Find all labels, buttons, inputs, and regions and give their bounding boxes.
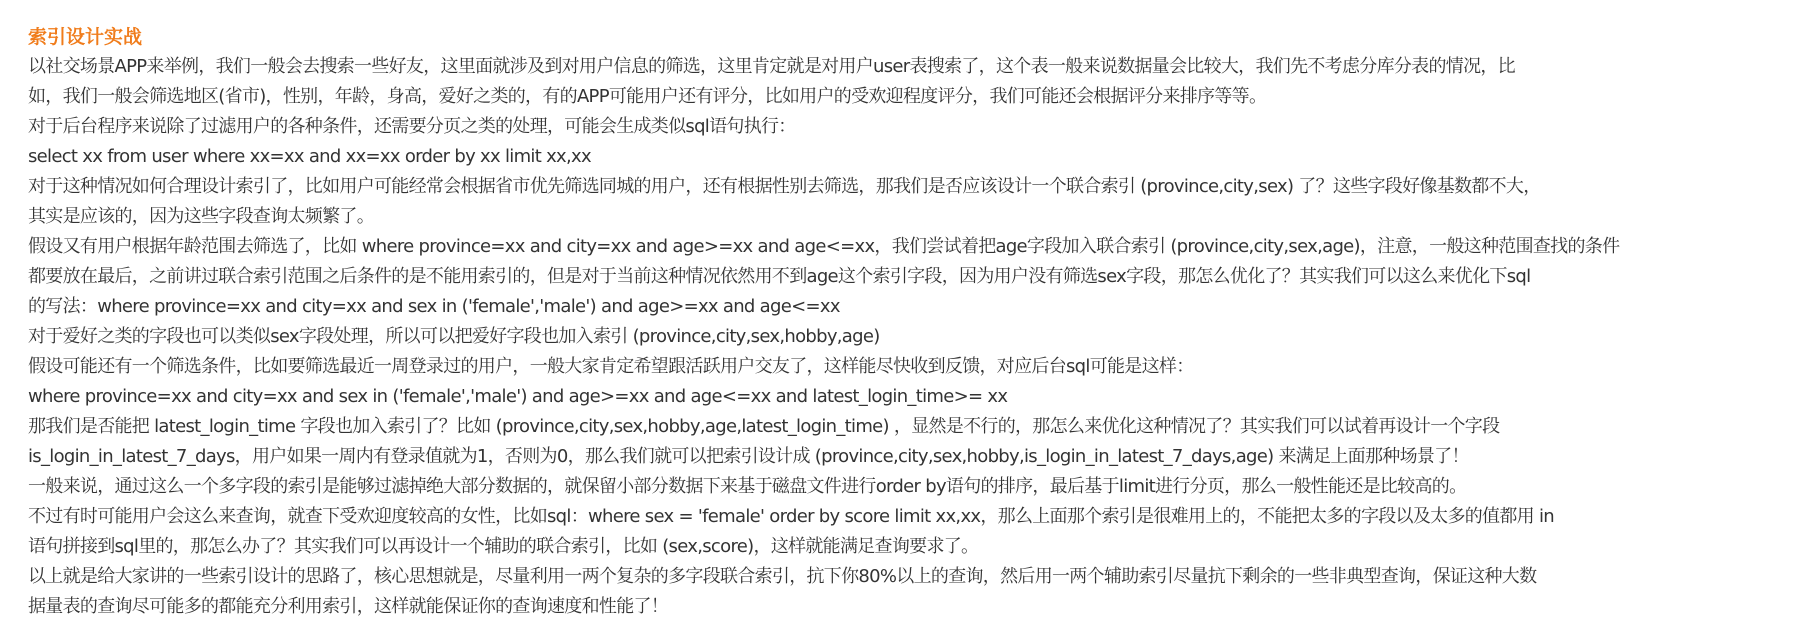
paragraph-line: 对于这种情况如何合理设计索引了，比如用户可能经常会根据省市优先筛选同城的用户，还有根据性别去筛选，那我们是否应该设计一个联合索引 (province,city,sex) 了？这些字段好像基数都不大， xyxy=(28,176,1541,197)
paragraph-line: 假设又有用户根据年龄范围去筛选了，比如 where province=xx and city=xx and age>=xx and age<=xx，我们尝试着把age字段加入联合索引 (province,city,sex,age)，注意，一般这种范围查找的条件 xyxy=(28,236,1620,257)
paragraph-line: 都要放在最后，之前讲过联合索引范围之后条件的是不能用索引的，但是对于当前这种情况依然用不到age这个索引字段，因为用户没有筛选sex字段，那怎么优化了？其实我们可以这么来优化下sql xyxy=(28,266,1531,287)
paragraph-line: 假设可能还有一个筛选条件，比如要筛选最近一周登录过的用户，一般大家肯定希望跟活跃用户交友了，这样能尽快收到反馈，对应后台sql可能是这样： xyxy=(28,356,1194,377)
paragraph-line: 如，我们一般会筛选地区(省市)，性别，年龄，身高，爱好之类的，有的APP可能用户还有评分，比如用户的受欢迎程度评分，我们可能还会根据评分来排序等等。 xyxy=(28,86,1267,107)
paragraph-line: 对于后台程序来说除了过滤用户的各种条件，还需要分页之类的处理，可能会生成类似sql语句执行： xyxy=(28,116,796,137)
paragraph-line: 一般来说，通过这么一个多字段的索引是能够过滤掉绝大部分数据的，就保留小部分数据下来基于磁盘文件进行order by语句的排序，最后基于limit进行分页，那么一般性能还是比较高的。 xyxy=(28,476,1467,497)
paragraph-line: 语句拼接到sql里的，那怎么办了？其实我们可以再设计一个辅助的联合索引，比如 (sex,score)，这样就能满足查询要求了。 xyxy=(28,536,979,557)
paragraph-line: 以社交场景APP来举例，我们一般会去搜索一些好友，这里面就涉及到对用户信息的筛选，这里肯定就是对用户user表搜索了，这个表一般来说数据量会比较大，我们先不考虑分库分表的情况，比 xyxy=(28,56,1515,77)
paragraph-line: is_login_in_latest_7_days，用户如果一周内有登录值就为1，否则为0，那么我们就可以把索引设计成 (province,city,sex,hobby,is_login_in_latest_7_days,age) 来满足上面那种场景了！ xyxy=(28,446,1469,467)
article xyxy=(28,22,1768,622)
paragraph-line: 以上就是给大家讲的一些索引设计的思路了，核心思想就是，尽量利用一两个复杂的多字段联合索引，抗下你80%以上的查询，然后用一两个辅助索引尽量抗下剩余的一些非典型查询，保证这种大数 xyxy=(28,566,1537,587)
sql-example-line: select xx from user where xx=xx and xx=xx order by xx limit xx,xx xyxy=(28,146,591,167)
article-title: 索引设计实战 xyxy=(28,26,143,48)
paragraph-line: 那我们是否能把 latest_login_time 字段也加入索引了？比如 (province,city,sex,hobby,age,latest_login_time) ，显然是不行的，那怎么来优化这种情况了？其实我们可以试着再设计一个字段 xyxy=(28,416,1500,437)
paragraph-line: 其实是应该的，因为这些字段查询太频繁了。 xyxy=(28,206,374,227)
paragraph-line: 对于爱好之类的字段也可以类似sex字段处理，所以可以把爱好字段也加入索引 (province,city,sex,hobby,age) xyxy=(28,326,880,347)
paragraph-line: 不过有时可能用户会这么来查询，就查下受欢迎度较高的女性，比如sql：where sex = 'female' order by score limit xx,xx，那么上面那个索引是很难用上的，不能把太多的字段以及太多的值都用 in xyxy=(28,506,1554,527)
paragraph-line: 据量表的查询尽可能多的都能充分利用索引，这样就能保证你的查询速度和性能了！ xyxy=(28,596,669,617)
paragraph-line: 的写法：where province=xx and city=xx and sex in ('female','male') and age>=xx and age<=xx xyxy=(28,296,840,317)
sql-example-line: where province=xx and city=xx and sex in ('female','male') and age>=xx and age<=xx and latest_login_time>= xx xyxy=(28,386,1008,407)
